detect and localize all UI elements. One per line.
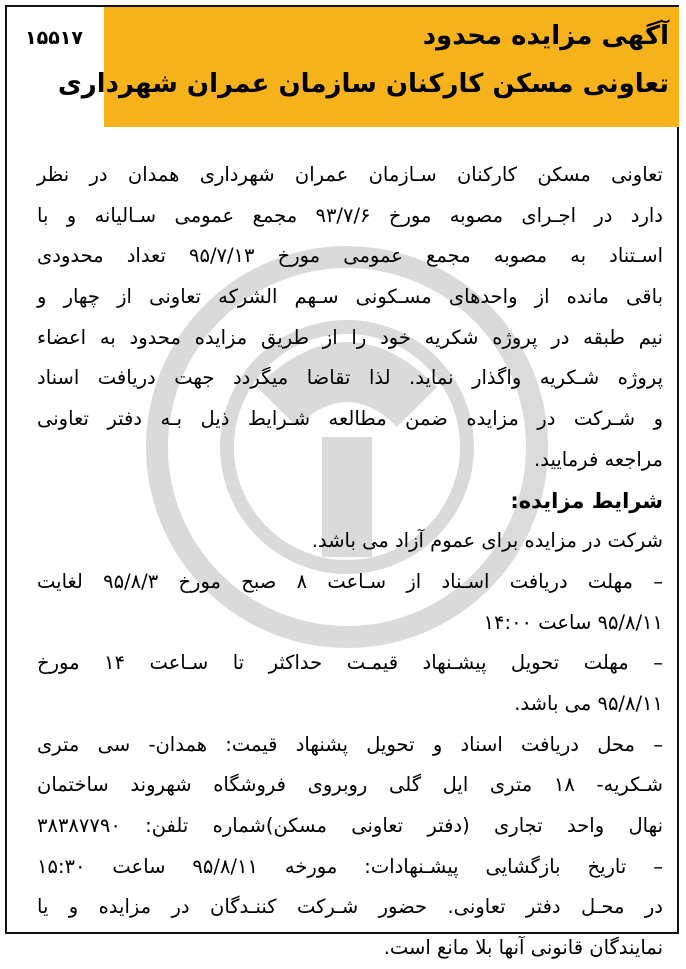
- intro-line: دارد در اجـرای مصوبه مورخ ۹۳/۷/۶ مجمع عمومی سـالیانه و با: [37, 203, 663, 227]
- advertisement-frame: [5, 5, 679, 960]
- intro-line: باقی مانده از واحدهای مسـکونی سـهم الشرکه تعاونی از چهار و: [37, 285, 663, 309]
- conditions-heading: شرایط مزایده:: [510, 488, 663, 513]
- intro-line: نیم طبقه در پروژه شکریه خود را از طریق مزایده محدود به اعضاء: [37, 325, 663, 349]
- ad-title: آگهی مزایده محدود: [422, 21, 669, 51]
- intro-line: پروژه شـکریه واگذار نماید. لذا تقاضا میگردد جهت دریافت اسناد: [37, 366, 663, 390]
- condition-line: – محل دریافت اسناد و تحویل پشنهاد قیمت: همدان- سی متری: [37, 732, 663, 756]
- condition-line: شرکت در مزایده برای عموم آزاد می باشد.: [311, 529, 663, 553]
- intro-line: و شـرکت در مزایده ضمن مطالعه شـرایط ذیل بـه دفتر تعاونی: [37, 407, 663, 431]
- condition-line: – تاریخ بازگشایی پیشـنهادات: مورخه ۹۵/۸/۱۱ ساعت ۱۵:۳۰: [37, 854, 663, 878]
- condition-line: – مهلت تحویل پیشـنهاد قیمـت حداکثر تا سـاعت ۱۴ مورخ: [37, 651, 663, 675]
- condition-line: نمایندگان قانونی آنها بلا مانع است.: [383, 936, 663, 960]
- condition-line: – مهلت دریافت اسـناد از سـاعت ۸ صبح مورخ ۹۵/۸/۳ لغایت: [37, 569, 663, 593]
- intro-line: تعاونی مسکن کارکنان سـازمان عمران شهرداری همدان در نظر: [37, 163, 663, 186]
- ad-code: ۱۵۵۱۷: [25, 27, 83, 49]
- ad-subtitle: تعاونی مسکن کارکنان سازمان عمران شهرداری: [57, 69, 669, 99]
- ad-header: [57, 7, 679, 127]
- ad-body: [37, 155, 663, 969]
- condition-line: ۹۵/۸/۱۱ ساعت ۱۴:۰۰: [483, 610, 663, 634]
- condition-line: شـکریه- ۱۸ متری ایل گلی روبروی فروشگاه شهروند ساختمان: [37, 773, 663, 797]
- intro-line: اسـتناد به مصوبه مجمع عمومی مورخ ۹۵/۷/۱۳ تعداد محدودی: [37, 244, 664, 268]
- intro-line: مراجعه فرمایید.: [534, 447, 663, 471]
- condition-line: نهال واحد تجاری (دفتر تعاونی مسکن)شماره تلفن: ۳۸۳۸۷۷۹۰: [37, 814, 663, 837]
- condition-line: ۹۵/۸/۱۱ می باشد.: [514, 691, 663, 715]
- condition-line: در محـل دفتر تعاونی. حضور شـرکت کننـدگان در مزایده و یا: [37, 895, 663, 919]
